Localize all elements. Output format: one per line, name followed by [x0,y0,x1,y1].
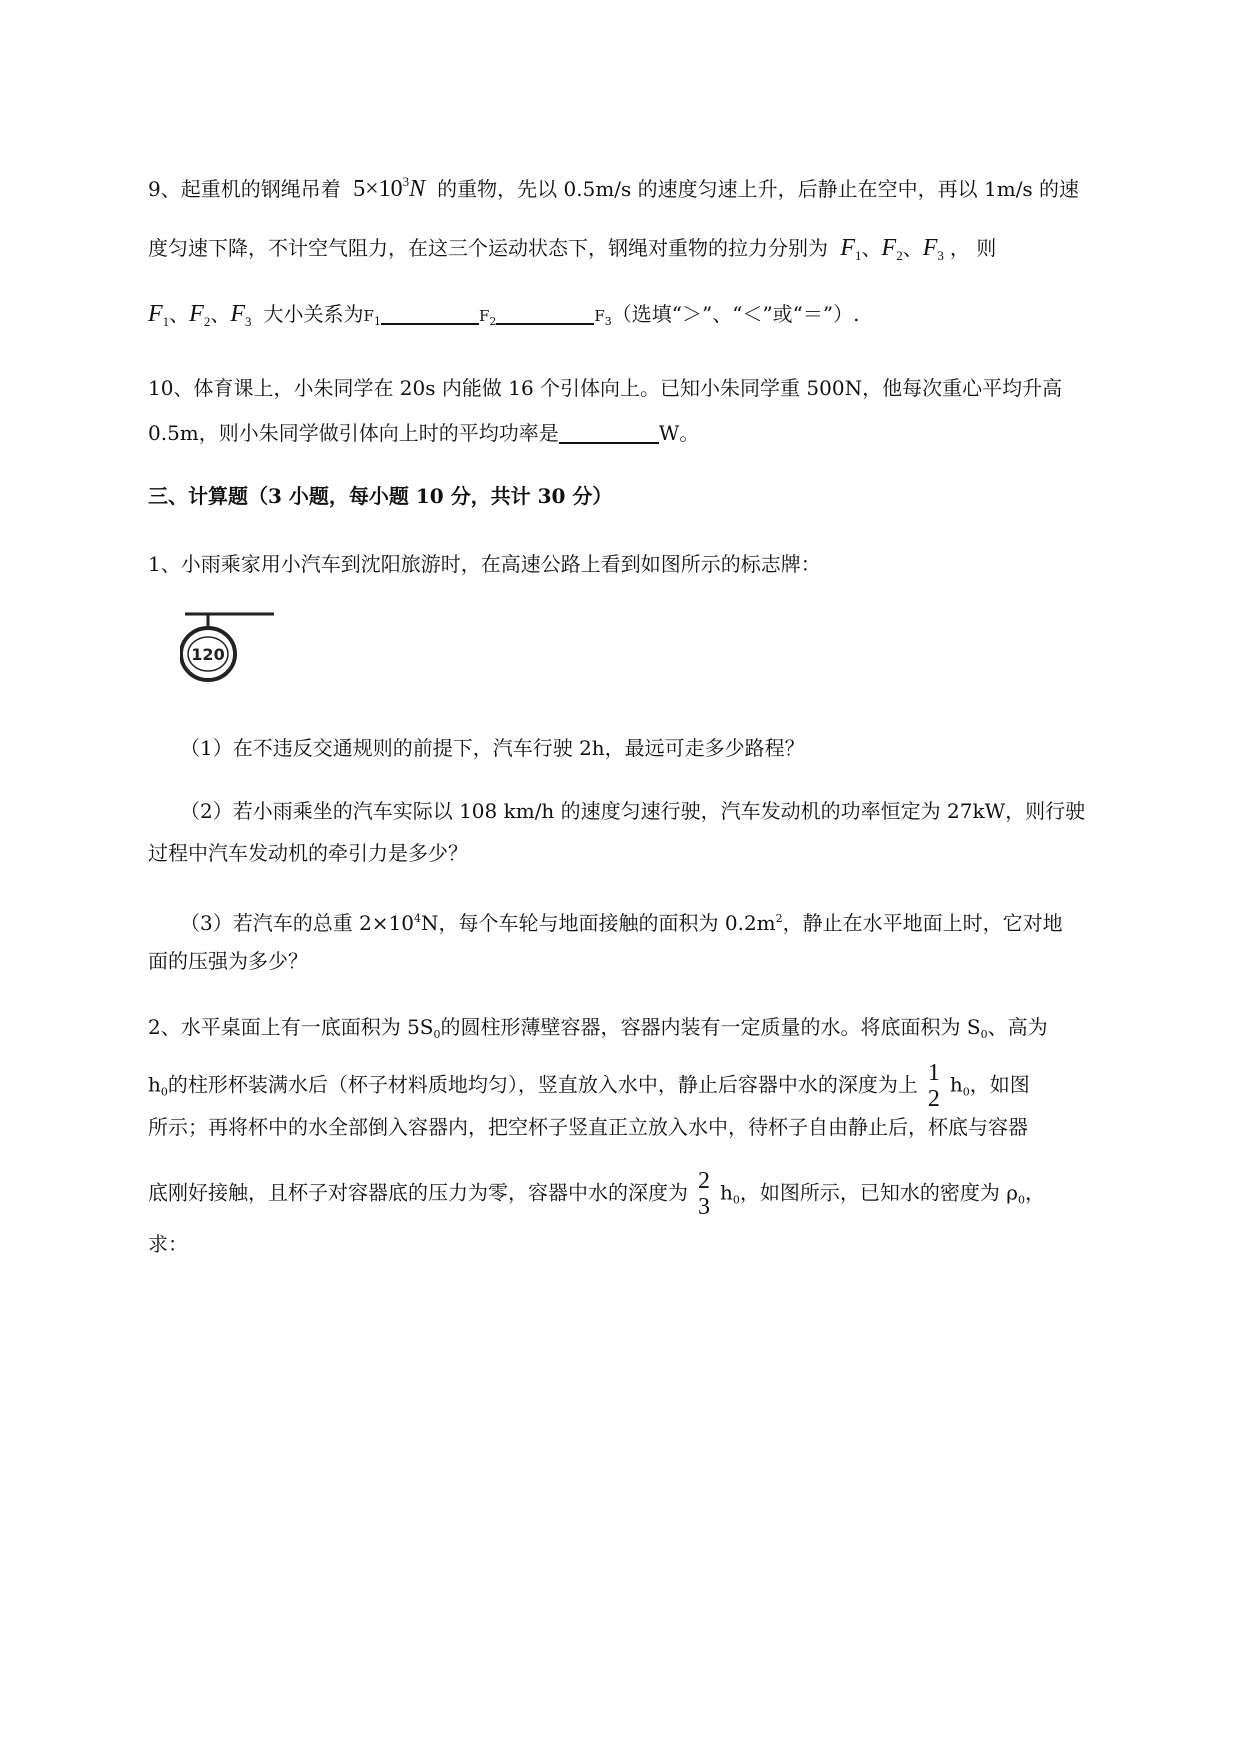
p1-question-2-line-1: （2）若小雨乘坐的汽车实际以 108 km/h 的速度匀速行驶，汽车发动机的功率恒定为 27kW，则行驶 [180,799,1086,823]
q9-text: （选填“＞”、“＜”或“＝”）. [611,302,860,326]
speed-limit-value: 120 [191,645,225,664]
q9-answer-blank-2[interactable] [496,303,594,325]
q10-text: 10、体育课上，小朱同学在 20s 内能做 16 个引体向上。已知小朱同学重 500N，他每次重心平均升高 [148,376,1063,400]
fraction-two-thirds: 2 3 [698,1168,710,1220]
q9-forces: $F_1$、$F_2$、$F_3$ [840,235,944,263]
q9-text: 的重物，先以 0.5m/s 的速度匀速上升，后静止在空中，再以 1m/s 的速 [437,177,1080,201]
p2-line-2: $h_0$的柱形杯装满水后（杯子材料质地均匀），竖直放入水中，静止后容器中水的深度为上 1 2 $h_0$，如图 [148,1060,1030,1112]
p2-line-1: 2、水平桌面上有一底面积为 $5S_0$的圆柱形薄壁容器，容器内装有一定质量的水。将底面积为 $S_0$、高为 [148,1015,1048,1041]
p2-line-3: 所示；再将杯中的水全部倒入容器内，把空杯子竖直正立放入水中，待杯子自由静止后，杯底与容器 [148,1115,1028,1139]
q10-answer-blank[interactable] [559,422,659,444]
section-heading: 三、计算题（3 小题，每小题 10 分，共计 30 分） [148,484,613,508]
q9-line-2 [148,234,996,270]
p1-question-2-line-2: 过程中汽车发动机的牵引力是多少？ [148,841,468,865]
q10-line-1 [148,374,1062,402]
q9-text: ， 则 [949,236,997,260]
q9-text: 度匀速下降，不计空气阻力，在这三个运动状态下，钢绳对重物的拉力分别为 [148,236,828,260]
p1-question-3-line-1: （3）若汽车的总重 $2\times 10^4N$，每个车轮与地面接触的面积为 $0.2m^2$，静止在水平地面上时，它对地 [180,911,1063,935]
q10-text: W。 [658,421,700,445]
q10-line-2 [148,419,699,447]
p1-intro: 1、小雨乘家用小汽车到沈阳旅游时，在高速公路上看到如图所示的标志牌： [148,552,821,576]
fraction-one-half: 1 2 [927,1060,940,1112]
p1-question-3-line-2: 面的压强为多少？ [148,949,308,973]
q9-weight-formula: $5\times 10^3N$ [353,174,426,202]
q9-line-1 [148,168,1079,203]
q9-forces: $F_1$、$F_2$、$F_3$ [148,301,252,329]
q9-f1-label: $F_1$ [363,307,381,328]
q9-text: 9、起重机的钢绳吊着 [148,177,341,201]
q9-answer-blank-1[interactable] [381,303,479,325]
q10-text: 0.5m，则小朱同学做引体向上时的平均功率是 [148,421,559,445]
speed-limit-sign-icon [180,610,280,684]
p1-question-1: （1）在不违反交通规则的前提下，汽车行驶 2h，最远可走多少路程？ [180,736,805,760]
p2-line-4: 底刚好接触，且杯子对容器底的压力为零，容器中水的深度为 2 3 $h_0$，如图所示，已知水的密度为 $\rho_0$， [148,1168,1046,1220]
q9-f3-label: $F_3$ [594,307,612,328]
p2-line-5: 求： [148,1232,188,1256]
q9-text: 大小关系为 [263,302,364,326]
q9-f2-label: $F_2$ [478,307,497,328]
q9-line-3 [148,300,860,336]
